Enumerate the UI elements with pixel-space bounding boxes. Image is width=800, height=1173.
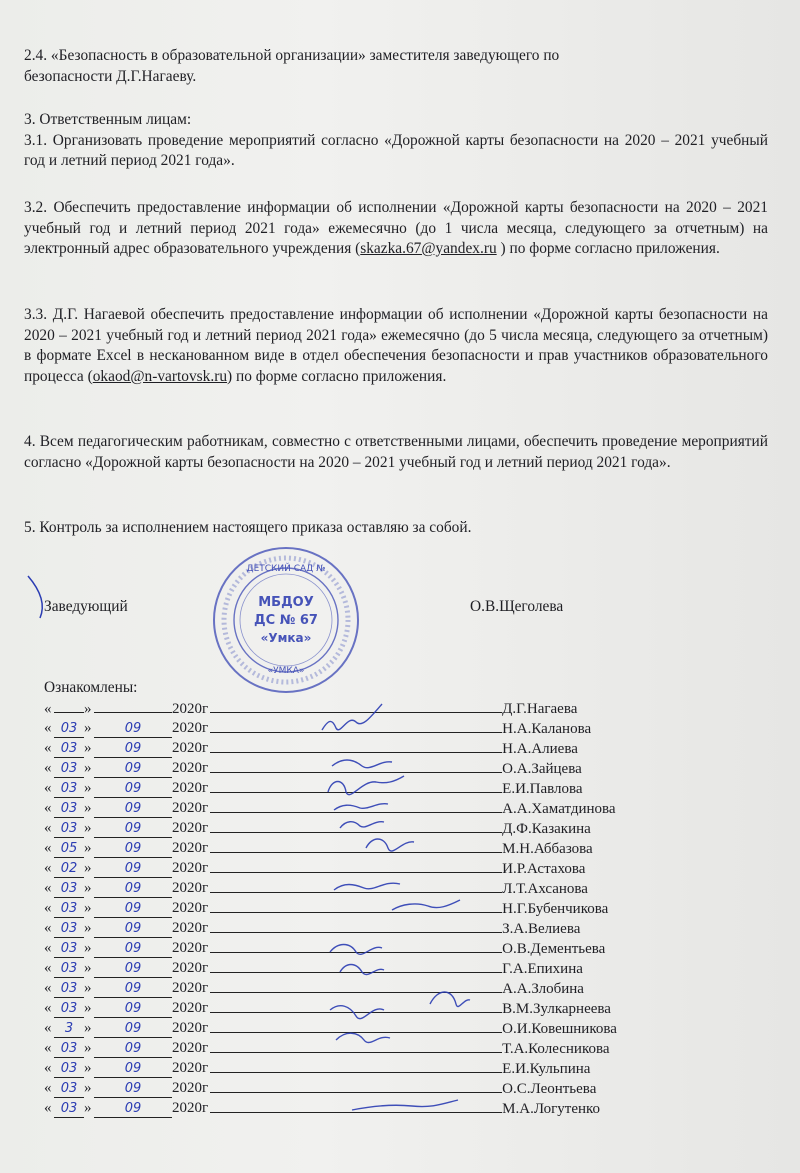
ack-name: Н.Г.Бубенчикова — [502, 901, 609, 917]
ack-month: 09 — [94, 1000, 172, 1018]
ack-day: 03 — [54, 1060, 84, 1078]
ack-date: « 03 » 09 2020г — [44, 960, 209, 976]
acknowledgement-row — [44, 958, 617, 978]
stamp-ring-top: ДЕТСКИЙ САД № — [246, 564, 326, 574]
ack-date: « 03 » 09 2020г — [44, 1060, 209, 1076]
ack-date: « 03 » 09 2020г — [44, 900, 209, 916]
ack-year: 2020г — [172, 780, 209, 796]
ack-month: 09 — [94, 1040, 172, 1058]
ack-signature-line — [210, 918, 502, 938]
acknowledgement-row — [44, 978, 617, 998]
ack-month: 09 — [94, 1060, 172, 1078]
ack-month: 09 — [94, 1080, 172, 1098]
ack-name: М.А.Логутенко — [502, 1101, 601, 1117]
section-3-3 — [24, 305, 768, 387]
ack-day: 03 — [54, 920, 84, 938]
ack-month: 09 — [94, 840, 172, 858]
ack-year: 2020г — [172, 760, 209, 776]
ack-day: 03 — [54, 960, 84, 978]
ack-month: 09 — [94, 860, 172, 878]
acknowledgement-row — [44, 918, 617, 938]
ack-date: « » 2020г — [44, 701, 209, 717]
ack-day: 03 — [54, 940, 84, 958]
ack-name: Д.Г.Нагаева — [502, 701, 578, 717]
acknowledgement-row — [44, 1058, 617, 1078]
ack-month: 09 — [94, 780, 172, 798]
acknowledgement-row — [44, 778, 617, 798]
acknowledged-label: Ознакомлены: — [44, 679, 138, 696]
ack-day: 03 — [54, 1100, 84, 1118]
ack-year: 2020г — [172, 900, 209, 916]
section-3-heading: 3. Ответственным лицам: — [24, 111, 192, 128]
email-link-okaod[interactable]: okaod@n-vartovsk.ru — [92, 367, 228, 385]
section-3-2-tail: ) по форме согласно приложения. — [496, 240, 720, 257]
ack-name: А.А.Злобина — [502, 981, 584, 997]
acknowledgement-row — [44, 938, 617, 958]
ack-month: 09 — [94, 800, 172, 818]
ack-date: « 03 » 09 2020г — [44, 880, 209, 896]
ack-year: 2020г — [172, 980, 209, 996]
ack-day: 3 — [54, 1020, 84, 1038]
ack-date: « 03 » 09 2020г — [44, 800, 209, 816]
signature-position: Заведующий — [44, 598, 128, 615]
acknowledgement-row — [44, 1018, 617, 1038]
section-4-text: 4. Всем педагогическим работникам, совместно с ответственными лицами, обеспечить проведение мероприятий согласно «Дорожной карты безопасности на 2020 – 2021 учебный год и летний период 2021 года». — [24, 433, 768, 471]
acknowledgement-table — [44, 698, 617, 1118]
ack-date: « 03 » 09 2020г — [44, 820, 209, 836]
ack-month: 09 — [94, 760, 172, 778]
ack-day: 03 — [54, 740, 84, 758]
ack-day: 03 — [54, 900, 84, 918]
organization-stamp — [210, 544, 362, 696]
ack-day: 03 — [54, 720, 84, 738]
ack-signature-line — [210, 1018, 502, 1038]
acknowledgement-row — [44, 718, 617, 738]
ack-name: Т.А.Колесникова — [502, 1041, 610, 1057]
ack-year: 2020г — [172, 701, 209, 717]
ack-day: 03 — [54, 780, 84, 798]
ack-date: « 03 » 09 2020г — [44, 760, 209, 776]
ack-signature-line — [210, 998, 502, 1018]
ack-date: « 03 » 09 2020г — [44, 980, 209, 996]
section-2-4-line2: безопасности Д.Г.Нагаеву. — [24, 67, 197, 85]
ack-signature-line — [210, 878, 502, 898]
ack-name: З.А.Велиева — [502, 921, 581, 937]
section-5 — [24, 518, 768, 539]
ack-month: 09 — [94, 940, 172, 958]
ack-day: 02 — [54, 860, 84, 878]
ack-day: 03 — [54, 980, 84, 998]
ack-month: 09 — [94, 980, 172, 998]
acknowledgement-row — [44, 998, 617, 1018]
ack-month: 09 — [94, 820, 172, 838]
acknowledgement-row — [44, 698, 617, 718]
ack-year: 2020г — [172, 960, 209, 976]
ack-date: « 03 » 09 2020г — [44, 1080, 209, 1096]
ack-signature-line — [210, 1038, 502, 1058]
ack-signature-line — [210, 978, 502, 998]
ack-month: 09 — [94, 1020, 172, 1038]
ack-year: 2020г — [172, 1040, 209, 1056]
ack-day: 03 — [54, 880, 84, 898]
ack-year: 2020г — [172, 1060, 209, 1076]
acknowledgement-row — [44, 818, 617, 838]
ack-month: 09 — [94, 960, 172, 978]
ack-date: « 03 » 09 2020г — [44, 740, 209, 756]
email-link-skazka[interactable]: skazka.67@yandex.ru — [360, 240, 497, 257]
ack-year: 2020г — [172, 940, 209, 956]
acknowledgement-row — [44, 898, 617, 918]
ack-date: « 03 » 09 2020г — [44, 1040, 209, 1056]
section-3 — [24, 110, 768, 172]
ack-name: О.С.Леонтьева — [502, 1081, 597, 1097]
section-5-text: 5. Контроль за исполнением настоящего приказа оставляю за собой. — [24, 519, 472, 536]
acknowledgement-row — [44, 878, 617, 898]
ack-name: В.М.Зулкарнеева — [502, 1001, 611, 1017]
section-3-2 — [24, 198, 768, 260]
acknowledgement-row — [44, 758, 617, 778]
ack-month: 09 — [94, 740, 172, 758]
ack-month: 09 — [94, 900, 172, 918]
stamp-line2: ДС № 67 — [254, 613, 318, 628]
ack-day: 03 — [54, 1080, 84, 1098]
section-2-4 — [24, 46, 768, 87]
ack-signature-line — [210, 778, 502, 798]
section-4 — [24, 432, 768, 473]
ack-year: 2020г — [172, 880, 209, 896]
ack-year: 2020г — [172, 840, 209, 856]
ack-signature-line — [210, 838, 502, 858]
ack-signature-line — [210, 1058, 502, 1078]
section-3-3-text: 3.3. Д.Г. Нагаевой обеспечить предоставление информации об исполнении «Дорожной карты безопасности на 2020 – 2021 учебный год и летний период 2021 года» ежемесячно (до 5 числа месяца, следующего за отчетным) в формате Excel в несканованном виде в отдел обеспечения безопасности и прав участников образовательного процесса ( — [24, 306, 768, 385]
ack-day: 03 — [54, 1000, 84, 1018]
ack-day — [54, 712, 84, 713]
ack-signature-line — [210, 1078, 502, 1098]
ack-signature-line — [210, 858, 502, 878]
section-3-3-tail: ) по форме согласно приложения. — [227, 367, 447, 385]
ack-signature-line — [210, 738, 502, 758]
acknowledgement-row — [44, 1098, 617, 1118]
ack-date: « 03 » 09 2020г — [44, 920, 209, 936]
ack-year: 2020г — [172, 800, 209, 816]
ack-date: « 03 » 09 2020г — [44, 1000, 209, 1016]
ack-name: Г.А.Епихина — [502, 961, 583, 977]
ack-name: Д.Ф.Казакина — [502, 821, 591, 837]
ack-year: 2020г — [172, 1100, 209, 1116]
ack-month: 09 — [94, 720, 172, 738]
stamp-ring-bottom: «УМКА» — [267, 666, 305, 676]
ack-year: 2020г — [172, 1080, 209, 1096]
ack-date: « 05 » 09 2020г — [44, 840, 209, 856]
stamp-line1: МБДОУ — [258, 595, 314, 610]
ack-year: 2020г — [172, 720, 209, 736]
ack-day: 03 — [54, 800, 84, 818]
section-3-2-text: 3.2. Обеспечить предоставление информации об исполнении «Дорожной карты безопасности на 2020 – 2021 учебный год и летний период 2021 года» ежемесячно (до 1 числа месяца, следующего за отчетным) на электронный адрес образовательного учреждения ( — [24, 199, 768, 257]
ack-year: 2020г — [172, 860, 209, 876]
ack-day: 03 — [54, 820, 84, 838]
ack-signature-line — [210, 758, 502, 778]
ack-signature-line — [210, 818, 502, 838]
ack-year: 2020г — [172, 740, 209, 756]
ack-year: 2020г — [172, 1000, 209, 1016]
ack-signature-line — [210, 698, 502, 718]
ack-year: 2020г — [172, 920, 209, 936]
stamp-line3: «Умка» — [260, 631, 312, 645]
ack-name: Н.А.Каланова — [502, 721, 592, 737]
ack-month: 09 — [94, 880, 172, 898]
ack-name: Е.И.Павлова — [502, 781, 583, 797]
section-2-4-line1: 2.4. «Безопасность в образовательной организации» заместителя заведующего по — [24, 47, 560, 64]
ack-year: 2020г — [172, 1020, 209, 1036]
acknowledgement-row — [44, 1038, 617, 1058]
ack-day: 05 — [54, 840, 84, 858]
ack-date: « 03 » 09 2020г — [44, 1100, 209, 1116]
ack-date: « 3 » 09 2020г — [44, 1020, 209, 1036]
acknowledgement-row — [44, 798, 617, 818]
ack-name: О.И.Ковешникова — [502, 1021, 617, 1037]
ack-name: О.В.Дементьева — [502, 941, 606, 957]
ack-month — [94, 712, 172, 713]
acknowledgement-row — [44, 858, 617, 878]
ack-date: « 03 » 09 2020г — [44, 780, 209, 796]
ack-month: 09 — [94, 920, 172, 938]
ack-name: Е.И.Кульпина — [502, 1061, 591, 1077]
ack-signature-line — [210, 898, 502, 918]
ack-date: « 02 » 09 2020г — [44, 860, 209, 876]
ack-day: 03 — [54, 1040, 84, 1058]
ack-date: « 03 » 09 2020г — [44, 940, 209, 956]
ack-signature-line — [210, 958, 502, 978]
ack-month: 09 — [94, 1100, 172, 1118]
signature-name: О.В.Щеголева — [470, 598, 564, 615]
acknowledgement-row — [44, 1078, 617, 1098]
ack-name: Л.Т.Ахсанова — [502, 881, 588, 897]
ack-signature-line — [210, 718, 502, 738]
ack-name: Н.А.Алиева — [502, 741, 578, 757]
ack-day: 03 — [54, 760, 84, 778]
acknowledgement-row — [44, 838, 617, 858]
ack-date: « 03 » 09 2020г — [44, 720, 209, 736]
ack-year: 2020г — [172, 820, 209, 836]
section-3-1: 3.1. Организовать проведение мероприятий согласно «Дорожной карты безопасности на 2020 – 2021 учебный год и летний период 2021 года». — [24, 131, 768, 169]
ack-name: А.А.Хаматдинова — [502, 801, 616, 817]
ack-signature-line — [210, 1098, 502, 1118]
ack-name: И.Р.Астахова — [502, 861, 586, 877]
ack-name: М.Н.Аббазова — [502, 841, 593, 857]
ack-name: О.А.Зайцева — [502, 761, 582, 777]
ack-signature-line — [210, 938, 502, 958]
ack-signature-line — [210, 798, 502, 818]
acknowledgement-row — [44, 738, 617, 758]
